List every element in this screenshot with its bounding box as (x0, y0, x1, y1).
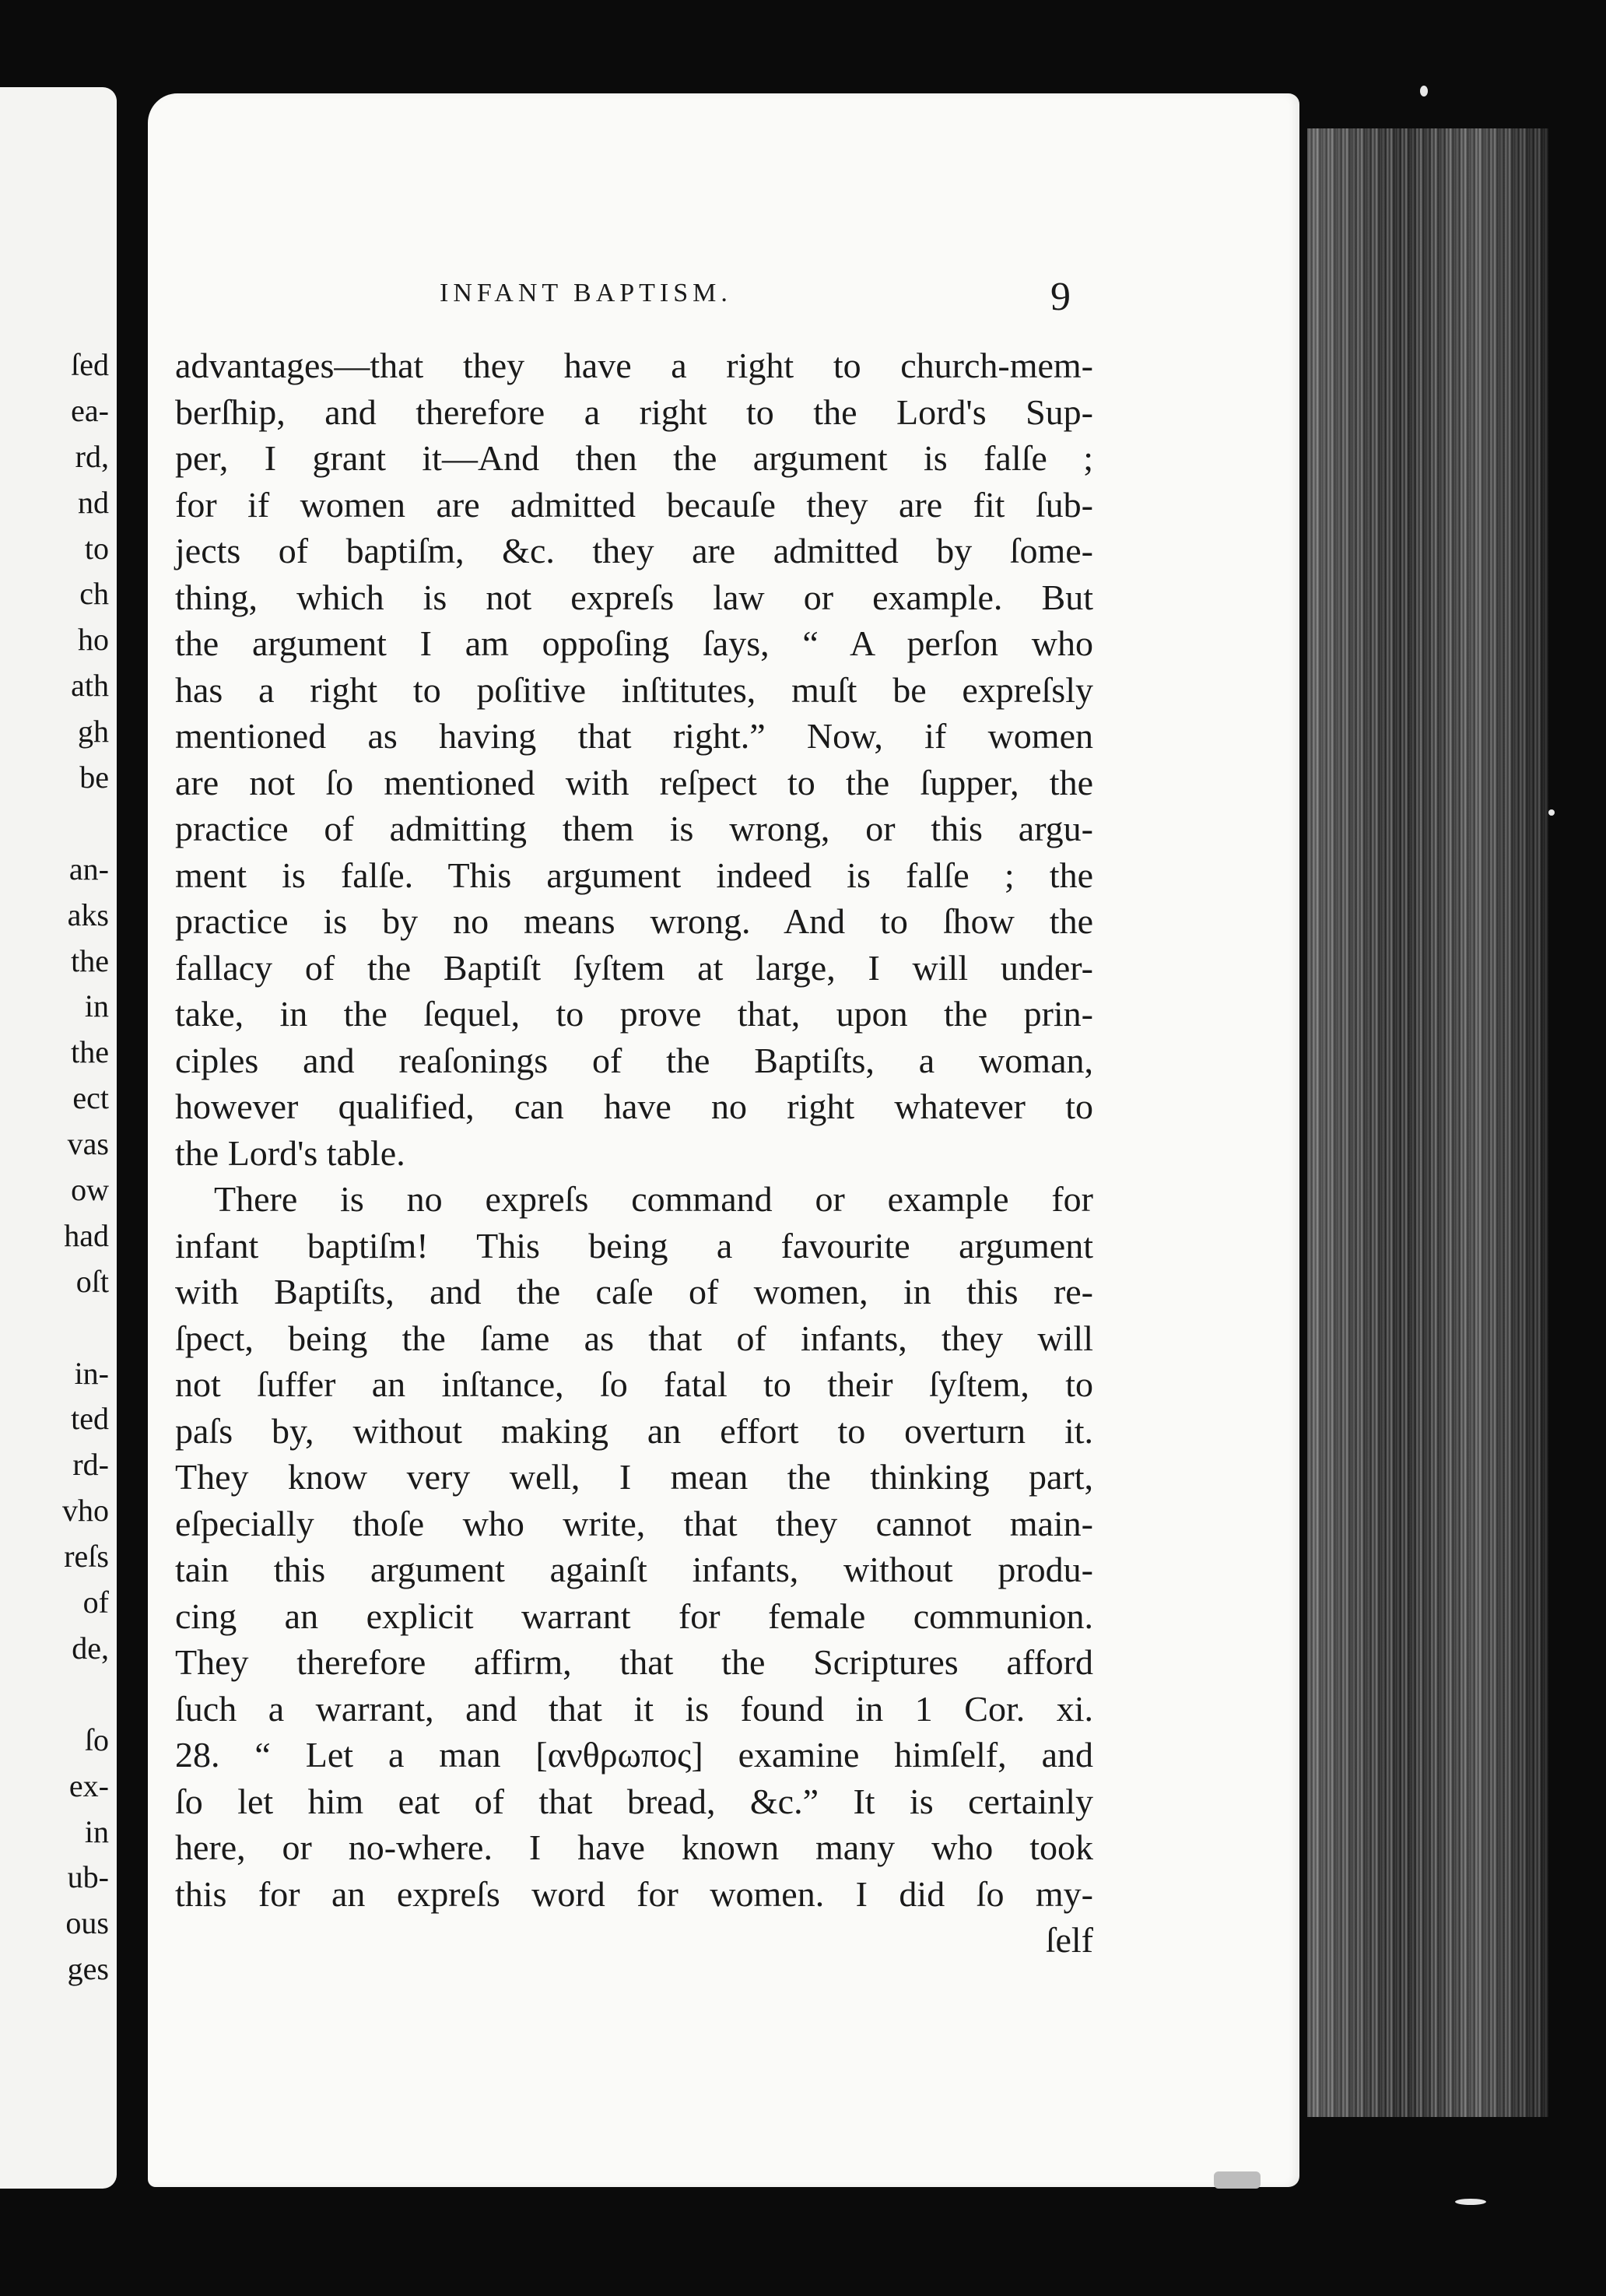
page-body-text (175, 342, 1093, 1964)
book-fore-edge-shade (1307, 128, 1548, 2117)
text-line: has a right to poſitive inſtitutes, muſt be expreſsly (175, 669, 1093, 710)
facing-page-fragment: in (84, 988, 109, 1024)
facing-page-fragment: of (82, 1585, 109, 1620)
facing-page-fragment: an- (68, 851, 109, 886)
facing-page-fragment: ath (71, 668, 109, 704)
text-line: ſpect, being the ſame as that of infants, they will (175, 1318, 1093, 1358)
text-line: ſuch a warrant, and that it is found in 1 Cor. xi. (175, 1688, 1093, 1729)
facing-page-fragment: ges (67, 1951, 109, 1987)
text-line: infant baptiſm! This being a favourite argument (175, 1225, 1093, 1266)
text-line: 28. “ Let a man [ανθρωπος] examine himſelf, and (175, 1735, 1093, 1775)
text-line: There is no expreſs command or example for (214, 1179, 1093, 1219)
text-line: practice of admitting them is wrong, or this argu- (175, 809, 1093, 848)
facing-page-fragment: ea- (71, 392, 109, 428)
page-number: 9 (1050, 275, 1071, 319)
facing-page-fragment: to (84, 530, 109, 566)
text-line: tain this argument againſt infants, without produ- (175, 1550, 1093, 1589)
text-line: the Lord's table. (175, 1132, 405, 1173)
facing-page-fragment: de, (72, 1630, 109, 1666)
facing-page-fragment: ex- (68, 1768, 109, 1803)
facing-page-fragment: reſs (64, 1539, 109, 1575)
facing-page-fragment: in (84, 1813, 109, 1849)
text-line: however qualified, can have no right whatever to (175, 1087, 1093, 1126)
facing-page-fragment (62, 801, 109, 847)
scan-speck (1455, 2199, 1486, 2205)
facing-page-fragment: ho (78, 622, 109, 658)
facing-page-fragment: ow (71, 1172, 109, 1208)
facing-page-fragment: vas (67, 1126, 109, 1162)
text-line: the argument I am oppoſing ſays, “ A perſon who (175, 623, 1093, 663)
text-line: berſhip, and therefore a right to the Lord's Sup- (175, 391, 1093, 432)
facing-page-fragment: ous (65, 1905, 109, 1941)
text-line: ment is falſe. This argument indeed is falſe ; the (175, 855, 1093, 895)
facing-page-fragment: nd (78, 484, 109, 520)
facing-page-fragment: oſt (75, 1263, 109, 1299)
text-line: take, in the ſequel, to prove that, upon the prin- (175, 994, 1093, 1034)
text-line: ciples and reaſonings of the Baptiſts, a woman, (175, 1040, 1093, 1080)
facing-page-fragment: ted (71, 1401, 109, 1437)
text-line: advantages—that they have a right to church-mem- (175, 346, 1093, 385)
scan-speck (1420, 86, 1428, 97)
text-line: cing an explicit warrant for female communion. (175, 1596, 1093, 1636)
facing-page-fragment: gh (78, 714, 109, 750)
text-line: jects of baptiſm, &c. they are admitted by ſome- (175, 531, 1093, 570)
running-header: INFANT BAPTISM. (440, 279, 732, 307)
text-line: They therefore affirm, that the Scriptures afford (175, 1642, 1093, 1682)
text-line: this for an expreſs word for women. I did ſo my- (175, 1873, 1093, 1914)
facing-page-fragment: ſed (71, 347, 109, 382)
facing-page-fragment: rd, (75, 438, 109, 474)
text-line: They know very well, I mean the thinking part, (175, 1457, 1093, 1497)
facing-page-fragment (62, 1672, 109, 1718)
text-line: for if women are admitted becauſe they are fit ſub- (175, 484, 1093, 525)
facing-page-fragment: ub- (67, 1859, 109, 1895)
text-line: eſpecially thoſe who write, that they cannot main- (175, 1503, 1093, 1543)
facing-page-fragment: vho (62, 1493, 109, 1529)
facing-page-fragment: had (64, 1217, 109, 1253)
facing-page-fragment: rd- (72, 1447, 109, 1483)
text-line: are not ſo mentioned with reſpect to the ſupper, the (175, 762, 1093, 802)
facing-page-text (62, 342, 109, 1992)
text-line: thing, which is not expreſs law or example. But (175, 577, 1093, 617)
facing-page-fragment: in- (74, 1355, 109, 1391)
text-line: per, I grant it—And then the argument is falſe ; (175, 438, 1093, 478)
facing-page-fragment: the (71, 1034, 109, 1070)
facing-page-fragment: ch (79, 576, 109, 612)
facing-page-left (0, 87, 117, 2189)
facing-page-fragment: be (79, 760, 109, 795)
text-line: ſo let him eat of that bread, &c.” It is certainly (175, 1781, 1093, 1821)
facing-page-fragment: aks (67, 897, 109, 932)
scan-speck (1548, 809, 1555, 816)
text-line: with Baptiſts, and the caſe of women, in this re- (175, 1272, 1093, 1311)
text-line: mentioned as having that right.” Now, if women (175, 716, 1093, 756)
facing-page-fragment (62, 1305, 109, 1351)
catchword: ſelf (1045, 1920, 1093, 1960)
facing-page-fragment: ect (72, 1080, 109, 1116)
facing-page-fragment: the (71, 943, 109, 978)
text-line: paſs by, without making an effort to overturn it. (175, 1410, 1093, 1451)
facing-page-fragment: ſo (84, 1722, 109, 1757)
text-line: not ſuffer an inſtance, ſo fatal to their ſyſtem, to (175, 1364, 1093, 1404)
text-line: fallacy of the Baptiſt ſyſtem at large, I will under- (175, 947, 1093, 988)
text-line: practice is by no means wrong. And to ſhow the (175, 901, 1093, 941)
scan-speck (1214, 2171, 1261, 2189)
text-line: here, or no-where. I have known many who took (175, 1827, 1093, 1867)
